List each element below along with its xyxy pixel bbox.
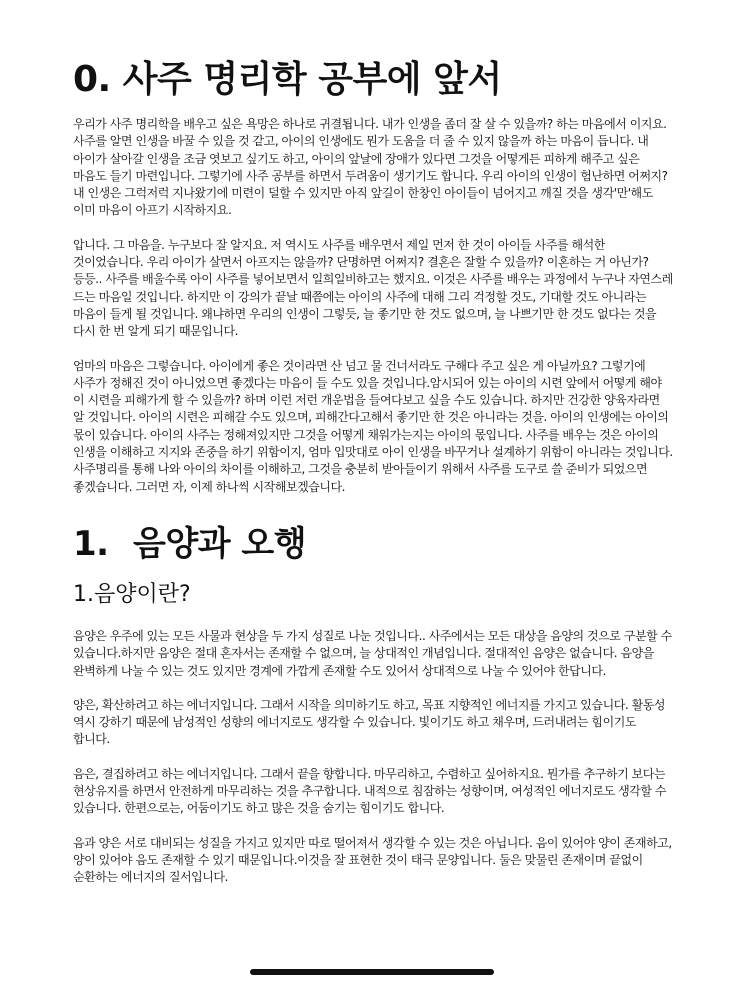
section-number: 1. (73, 523, 109, 564)
section-heading (73, 522, 673, 566)
page-title: 0. 사주 명리학 공부에 앞서 (73, 59, 502, 100)
body-paragraph-1: 음양은 우주에 있는 모든 사물과 현상을 두 가지 성질로 나눈 것입니다.. 사주에서는 모든 대상을 음양의 것으로 구분할 수 있습니다.하지만 음양은 절대 혼자서는 존재할 수 없으며, 늘 상대적인 개념입니다. 절대적인 음양은 없습니다. 음양을 완벽하게 나눌 수 있는 것도 있지만 경계에 가깝게 존재할 수도 있어서 상대적으로 나눌 수 있어야 한답니다. (73, 628, 672, 678)
section-title: 음양과 오행 (133, 523, 307, 564)
intro-paragraph-3: 엄마의 마음은 그렇습니다. 아이에게 좋은 것이라면 산 넘고 물 건너서라도 구해다 주고 싶은 게 아닐까요? 그렇기에 사주가 정해진 것이 아니었으면 좋겠다는 마음이 들 수도 있을 것입니다.암시되어 있는 아이의 시련 앞에서 어떻게 해야 이 시련을 피해가게 할 수 있을까? 하며 이런 저런 개운법을 들여다보고 싶을 수도 있습니다. 하지만 건강한 양육자라면 알 것입니다. 아이의 시련은 피해갈 수도 있으며, 피해간다고해서 좋기만 한 것은 아니라는 것을. 아이의 인생에는 아이의 몫이 있습니다. 아이의 사주는 정해져있지만 그것을 어떻게 채워가는지는 아이의 몫입니다. 사주를 배우는 것은 아이의 인생을 이해하고 지지와 존중을 하기 위함이지, 엄마 입맛대로 아이 인생을 바꾸거나 설계하기 위함이 아니라는 것입니다. 사주명리를 통해 나와 아이의 차이를 이해하고, 그것을 충분히 받아들이기 위해서 사주를 도구로 쓸 준비가 되었으면 좋겠습니다. 그러면 자, 이제 하나씩 시작해보겠습니다. (73, 358, 673, 494)
body-paragraph-2: 양은, 확산하려고 하는 에너지입니다. 그래서 시작을 의미하기도 하고, 목표 지향적인 에너지를 가지고 있습니다. 활동성 역시 강하기 때문에 남성적인 성향의 에너지로도 생각할 수 있습니다. 빛이기도 하고 채우며, 드러내려는 힘이기도 합니다. (73, 697, 666, 747)
intro-paragraph-1: 우리가 사주 명리학을 배우고 싶은 욕망은 하나로 귀결됩니다. 내가 인생을 좀더 잘 살 수 있을까? 하는 마음에서 이지요. 사주를 알면 인생을 바꿀 수 있을 것 같고, 아이의 인생에도 뭔가 도움을 더 줄 수 있지 않을까 하는 마음이 듭니다. 내 아이가 살아갈 인생을 조금 엿보고 싶기도 하고, 아이의 앞날에 장애가 있다면 그것을 어떻게든 피하게 해주고 싶은 마음도 들기 마련입니다. 그렇기에 사주 공부를 하면서 두려움이 생기기도 합니다. 우리 아이의 인생이 험난하면 어쩌지? 내 인생은 그럭저럭 지나왔기에 미련이 덜할 수 있지만 아직 앞길이 한창인 아이들이 넘어지고 깨질 것을 생각'만'해도 이미 마음이 아프기 시작하지요. (73, 117, 668, 218)
document-page (73, 56, 673, 904)
body-paragraph-3: 음은, 결집하려고 하는 에너지입니다. 그래서 끝을 향합니다. 마무리하고, 수렴하고 싶어하지요. 뭔가를 추구하기 보다는 현상유지를 하면서 안전하게 마무리하는 것을 추구합니다. 내적으로 침잠하는 성향이며, 여성적인 에너지로도 생각할 수 있습니다. 한편으로는, 어둠이기도 하고 많은 것을 숨기는 힘이기도 합니다. (73, 766, 667, 816)
home-indicator[interactable] (250, 969, 494, 975)
subsection-title: 1.음양이란? (73, 581, 191, 607)
body-paragraph-4: 음과 양은 서로 대비되는 성질을 가지고 있지만 따로 떨어져서 생각할 수 있는 것은 아닙니다. 음이 있어야 양이 존재하고, 양이 있어야 음도 존재할 수 있기 때문입니다.이것을 잘 표현한 것이 태극 문양입니다. 둘은 맞물린 존재이며 끝없이 순환하는 에너지의 질서입니다. (73, 835, 672, 885)
intro-paragraph-2: 압니다. 그 마음을. 누구보다 잘 알지요. 저 역시도 사주를 배우면서 제일 먼저 한 것이 아이들 사주를 해석한 것이었습니다. 우리 아이가 살면서 아프지는 않을까? 단명하면 어쩌지? 결혼은 잘할 수 있을까? 이혼하는 거 아닌가? 등등.. 사주를 배울수록 아이 사주를 넣어보면서 일희일비하고는 했지요. 이것은 사주를 배우는 과정에서 누구나 자연스레 드는 마음일 것입니다. 하지만 이 강의가 끝날 때쯤에는 아이의 사주에 대해 그리 걱정할 것도, 기대할 것도 아니라는 마음이 들게 될 것입니다. 왜냐하면 우리의 인생이 그렇듯, 늘 좋기만 한 것도 없으며, 늘 나쁘기만 한 것도 없다는 것을 다시 한 번 알게 되기 때문입니다. (73, 237, 673, 339)
